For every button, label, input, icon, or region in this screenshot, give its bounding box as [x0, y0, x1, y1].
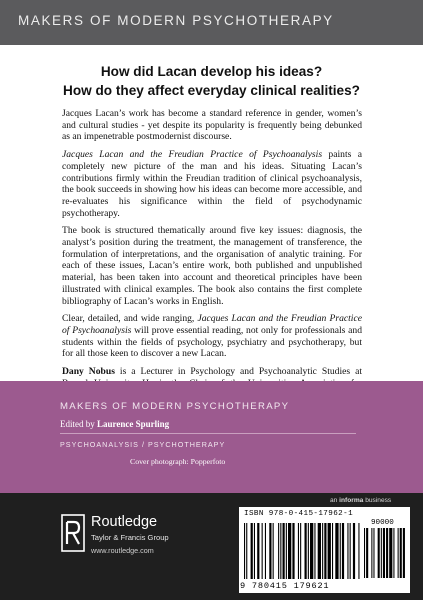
blurb-paragraph-1: Jacques Lacan’s work has become a standard reference in gender, women’s and cultural studies - yet despite its popularity is frequently being debunked as an impenetrable postmodernist discourse. — [62, 108, 362, 143]
routledge-logo-icon — [61, 514, 85, 552]
blurb-paragraph-2 — [62, 149, 362, 219]
subject-categories: PSYCHOANALYSIS / PSYCHOTHERAPY — [60, 440, 226, 449]
publisher-url[interactable]: www.routledge.com — [91, 546, 154, 555]
series-divider — [60, 433, 356, 434]
header-band — [0, 0, 423, 45]
book-title-italic: Jacques Lacan and the Freudian Practice of Psychoanalysis — [62, 149, 323, 161]
blurb-paragraph-3: The book is structured thematically around five key issues: diagnosis, the analyst’s position during the treatment, the management of transference, the formulation of interpretations, and the organisation of analytic training. For each of these issues, Lacan’s entire work, both published and unpublished material, has been taken into account and theoretical principles have been illustrated with clinical examples. The book also contains the first complete bibliography of Lacan’s works in English. — [62, 225, 362, 307]
series-editor — [60, 419, 169, 429]
isbn-text: ISBN 978-0-415-17962-1 — [244, 510, 354, 518]
informa-brand: informa — [339, 497, 364, 504]
book-title-italic-2: Jacques Lacan and the Freudian Practice of Psychoanalysis — [62, 313, 362, 336]
barcode-icon — [244, 523, 360, 581]
publisher-name: Routledge — [91, 514, 158, 530]
blurb-paragraph-4 — [62, 313, 362, 360]
editor-name: Laurence Spurling — [97, 419, 170, 429]
headline-1: How did Lacan develop his ideas? — [100, 64, 323, 79]
blurb-paragraph-4-text: will prove essential reading, not only for professionals and students within the fields of psychology, psychiatry and psychotherapy, but for all those keen to discover a new Lacan. — [62, 324, 362, 360]
series-title: MAKERS OF MODERN PSYCHOTHERAPY — [18, 13, 334, 28]
informa-tagline — [330, 497, 391, 504]
price-code: 90000 — [371, 519, 394, 527]
ean-number: 9 780415 179621 — [240, 581, 330, 591]
series-panel — [0, 381, 423, 493]
author-bio-text: is a Lecturer in Psychology and Psychoanalytic Studies at — [119, 366, 363, 378]
blurb-paragraph-4-start: Clear, detailed, and wide ranging, — [62, 313, 198, 325]
blurb-paragraph-2-text: paints a completely new picture of the man and his ideas. Situating Lacan’s contributions firmly within the Freudian tradition of clinical psychoanalysis, the book succeeds in showing how his ideas can become more accessible, and re-evaluates his significance within the field of psychodynamic psychotherapy. — [62, 149, 362, 219]
informa-suffix: business — [363, 497, 392, 504]
blurb-text — [62, 108, 362, 407]
headline-block — [0, 62, 423, 100]
barcode-addon-icon — [364, 528, 406, 581]
photo-credit: Cover photograph: Popperfoto — [130, 457, 226, 466]
informa-prefix: an — [330, 497, 340, 504]
edited-by-label: Edited by — [60, 419, 97, 429]
headline-2: How do they affect everyday clinical realities? — [63, 83, 360, 98]
publisher-group: Taylor & Francis Group — [91, 533, 169, 542]
series-panel-title: MAKERS OF MODERN PSYCHOTHERAPY — [60, 401, 290, 412]
author-name: Dany Nobus — [62, 366, 115, 378]
